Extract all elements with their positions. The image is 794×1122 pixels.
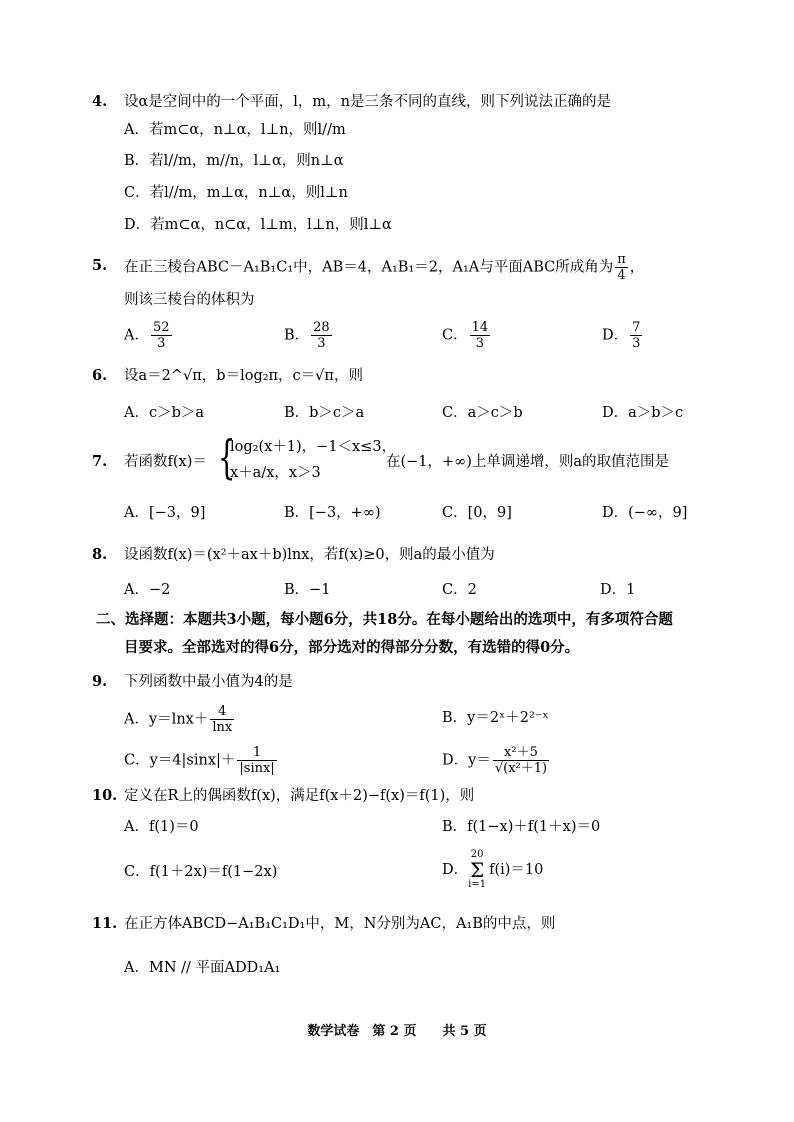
q7-piece-1: log₂(x＋1)，−1＜x≤3，	[230, 439, 397, 455]
summation-sign: 20 Σ i=1	[468, 849, 487, 890]
page-footer: 数学试卷 第 2 页 共 5 页	[307, 1024, 487, 1039]
q11-option-a: A．MN // 平面ADD₁A₁	[124, 960, 281, 976]
q11-stem: 在正方体ABCD−A₁B₁C₁D₁中，M，N分别为AC，A₁B的中点，则	[124, 916, 556, 932]
q10-number: 10.	[92, 787, 118, 804]
q10-option-b: B．f(1−x)＋f(1＋x)＝0	[442, 819, 601, 835]
q7-stem: 若函数f(x)＝	[124, 454, 207, 470]
q7-stem-cont: 在(−1，+∞)上单调递增，则a的取值范围是	[386, 454, 670, 470]
q7-option-c: C．[0，9]	[442, 505, 512, 521]
q5-option-b: B． $\frac{28}{3}$	[284, 320, 330, 351]
q6-option-c: C．a＞c＞b	[442, 405, 523, 421]
q8-option-b: B．−1	[284, 582, 331, 598]
q7-piece-2: x＋a/x，x＞3	[230, 465, 321, 481]
q5-stem-cont: 则该三棱台的体积为	[124, 292, 255, 308]
q4-option-d: D．若m⊂α，n⊂α，l⊥m，l⊥n，则l⊥α	[124, 217, 392, 233]
q8-stem: 设函数f(x)＝(x²＋ax＋b)lnx，若f(x)≥0，则a的最小值为	[124, 547, 495, 563]
q4-option-a: A．若m⊂α，n⊥α，l⊥n，则l//m	[124, 122, 346, 138]
q9-option-d: D．y＝ $\frac{\text{x²＋5}}{\text{√(x²＋1)}}$	[442, 745, 548, 776]
q5-number: 5.	[92, 257, 108, 274]
q5-angle-fraction: $\frac{\pi}{4}$	[617, 252, 626, 283]
q10-option-a: A．f(1)＝0	[124, 819, 199, 835]
q8-number: 8.	[92, 546, 108, 563]
q8-option-c: C．2	[442, 582, 477, 598]
q10-stem: 定义在R上的偶函数f(x)，满足f(x＋2)−f(x)＝f(1)，则	[124, 788, 475, 804]
q6-number: 6.	[92, 367, 108, 384]
q4-number: 4.	[92, 93, 108, 110]
q5-option-a: A． $\frac{52}{3}$	[124, 320, 170, 351]
q7-option-b: B．[−3，+∞)	[284, 505, 381, 521]
q4-stem: 设α是空间中的一个平面，l，m，n是三条不同的直线，则下列说法正确的是	[124, 94, 612, 110]
q9-number: 9.	[92, 673, 108, 690]
q10-option-d: D． 20 Σ i=1 f(i)＝10	[442, 849, 544, 890]
q7-brace: {	[217, 430, 236, 484]
q6-option-b: B．b＞c＞a	[284, 405, 365, 421]
q6-stem: 设a＝2^√π，b＝log₂π，c＝√π，则	[124, 368, 363, 384]
q7-number: 7.	[92, 453, 108, 470]
q9-option-c: C．y＝4|sinx|＋ $\frac{1}{|\sin x|}$	[124, 745, 275, 776]
q8-option-a: A．−2	[124, 582, 171, 598]
q5-option-d: D． $\frac{7}{3}$	[602, 320, 641, 351]
q4-option-b: B．若l//m，m//n，l⊥α，则n⊥α	[124, 153, 344, 169]
q7-option-a: A．[−3，9]	[124, 505, 206, 521]
q9-option-a: A．y＝lnx＋ $\frac{4}{\ln x}$	[124, 704, 233, 735]
q11-number: 11.	[92, 915, 118, 932]
q5-option-c: C． $\frac{14}{3}$	[442, 320, 489, 351]
q9-stem: 下列函数中最小值为4的是	[124, 674, 293, 690]
q8-option-d: D．1	[600, 582, 636, 598]
q7-option-d: D．(−∞，9]	[602, 505, 688, 521]
q10-option-c: C．f(1＋2x)＝f(1−2x)	[124, 864, 278, 880]
q4-option-c: C．若l//m，m⊥α，n⊥α，则l⊥n	[124, 185, 348, 201]
section-2-heading: 二、选择题：本题共3小题，每小题6分，共18分。在每小题给出的选项中，有多项符合题	[96, 611, 673, 628]
q5-stem: 在正三棱台ABC－A₁B₁C₁中，AB＝4，A₁B₁＝2，A₁A与平面ABC所成角为	[124, 259, 614, 276]
q6-option-d: D．a＞b＞c	[602, 405, 684, 421]
q9-option-b: B．y＝2ˣ＋2²⁻ˣ	[442, 710, 549, 726]
section-2-heading-cont: 目要求。全部选对的得6分，部分选对的得部分分数，有选错的得0分。	[124, 639, 580, 656]
q6-option-a: A．c＞b＞a	[124, 405, 205, 421]
